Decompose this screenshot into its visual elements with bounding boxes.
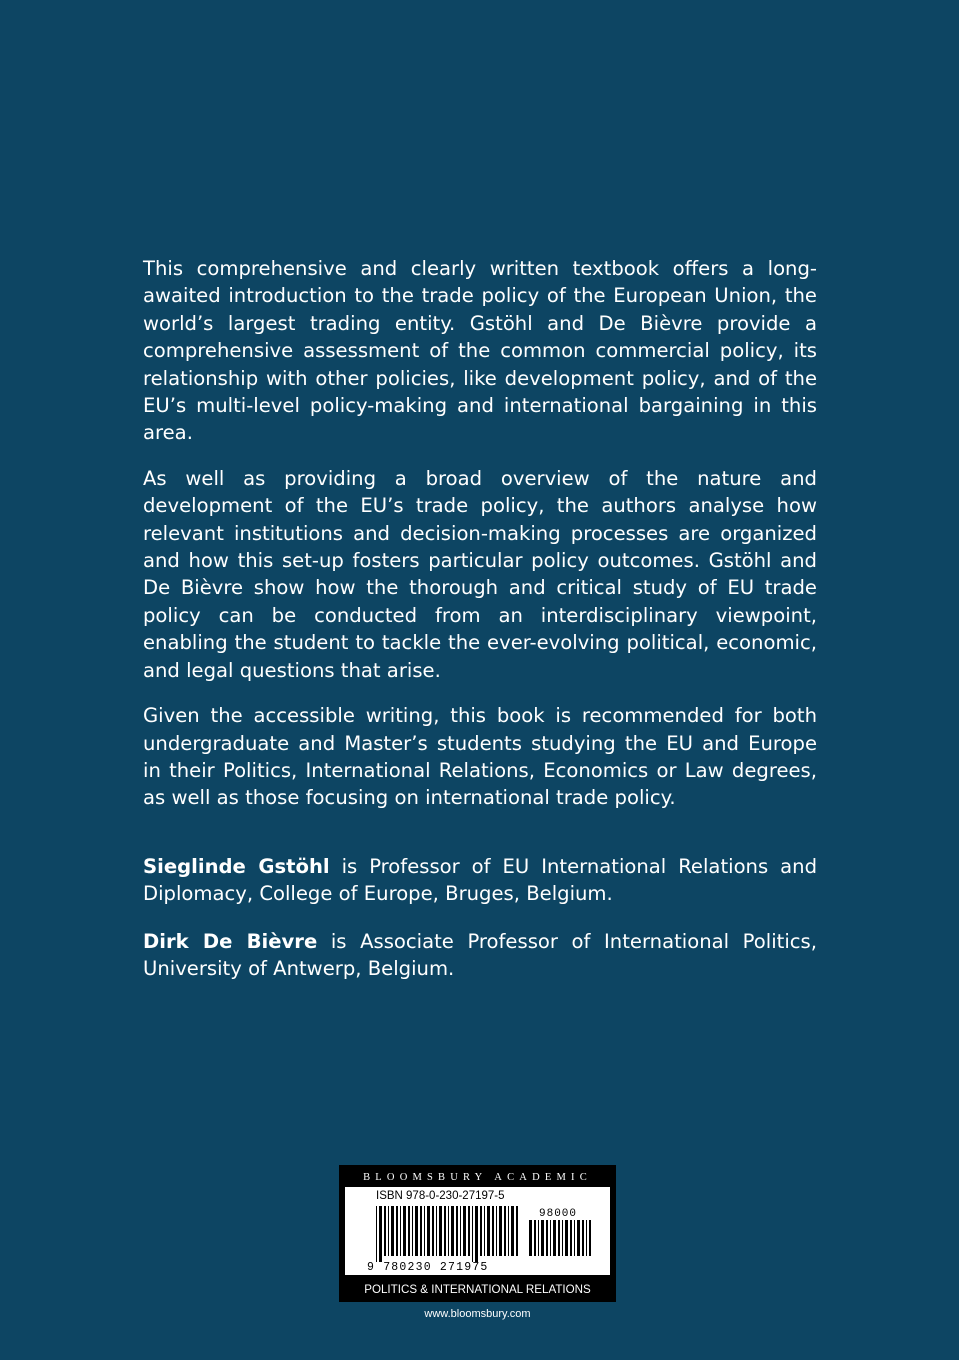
barcode-bar — [499, 1206, 502, 1256]
author-bio — [143, 928, 817, 983]
barcode-bar — [534, 1220, 536, 1256]
barcode-bar — [538, 1220, 539, 1256]
barcode-bar — [420, 1206, 422, 1256]
barcode-bar — [379, 1206, 382, 1262]
barcode-bars — [376, 1206, 518, 1262]
barcode-bar — [546, 1220, 548, 1256]
barcode-bar — [451, 1206, 454, 1256]
barcode-bar — [492, 1206, 494, 1256]
barcode-bar — [463, 1206, 466, 1256]
barcode-bar — [541, 1220, 544, 1256]
publisher-name: BLOOMSBURY ACADEMIC — [363, 1172, 592, 1183]
barcode-bar — [436, 1206, 437, 1256]
barcode-bar — [574, 1220, 575, 1256]
author-name: Dirk De Bièvre — [143, 929, 318, 953]
barcode-block — [339, 1165, 616, 1302]
barcode-bar — [504, 1206, 506, 1256]
website-url: www.bloomsbury.com — [424, 1308, 531, 1320]
blurb-paragraph-3: Given the accessible writing, this book is recommended for both undergraduate and Master’s students studying the EU and Europe in their Politics, International Relations, Economics or Law degrees, as well as those focusing on international trade policy. — [143, 704, 817, 810]
barcode-bar — [468, 1206, 470, 1256]
blurb-paragraph-2: As well as providing a broad overview of the nature and development of the EU’s trade policy, the authors analyse how relevant institutions and decision-making processes are organized and how this set-up fosters particular policy outcomes. Gstöhl and De Bièvre show how the thorough and critical study of EU trade policy can be conducted from an interdisciplinary viewpoint, enabling the student to tackle the ever-evolving political, economic, and legal questions that arise. — [143, 466, 817, 682]
author-bios — [143, 853, 817, 1003]
barcode-bar — [439, 1206, 442, 1256]
barcode-bar — [480, 1206, 482, 1256]
barcode-bar — [376, 1206, 377, 1262]
author-description: is Professor of EU International Relations and Diplomacy, College of Europe, Bruges, Belgium. — [143, 855, 818, 906]
isbn-text: ISBN 978-0-230-27197-5 — [376, 1190, 505, 1202]
barcode-bar — [553, 1220, 556, 1256]
barcode-bar — [472, 1206, 473, 1262]
author-description: is Associate Professor of International Politics, University of Antwerp, Belgium. — [143, 929, 817, 981]
barcode-bar — [550, 1220, 551, 1256]
addon-barcode-bars — [529, 1220, 591, 1262]
barcode-bar — [427, 1206, 430, 1256]
barcode-bar — [456, 1206, 458, 1256]
barcode-bar — [475, 1206, 478, 1262]
barcode-bar — [586, 1220, 587, 1256]
barcode-bar — [391, 1206, 394, 1256]
barcode-bar — [529, 1220, 532, 1256]
subject-category: POLITICS & INTERNATIONAL RELATIONS — [364, 1283, 591, 1296]
barcode-bar — [412, 1206, 413, 1256]
barcode-bar — [448, 1206, 449, 1256]
blurb — [143, 255, 817, 830]
barcode-bar — [565, 1220, 568, 1256]
barcode-bar — [424, 1206, 425, 1256]
barcode-bar — [388, 1206, 389, 1256]
barcode-bar — [508, 1206, 509, 1256]
barcode-panel — [345, 1187, 610, 1275]
author-name: Sieglinde Gstöhl — [143, 855, 330, 878]
barcode-bar — [558, 1220, 560, 1256]
barcode-bar — [562, 1220, 563, 1256]
barcode-bar — [415, 1206, 418, 1256]
barcode-bar — [577, 1220, 580, 1256]
barcode-bar — [496, 1206, 497, 1256]
barcode-bar — [403, 1206, 406, 1256]
author-bio — [143, 853, 817, 908]
barcode-bar — [516, 1206, 518, 1256]
barcode-bar — [487, 1206, 490, 1256]
barcode-bar — [408, 1206, 410, 1256]
barcode-bar — [570, 1220, 572, 1256]
barcode-digits: 9 780230 271975 — [367, 1261, 489, 1274]
price-code: 98000 — [539, 1208, 578, 1220]
barcode-bar — [396, 1206, 398, 1256]
barcode-bar — [384, 1206, 386, 1256]
barcode-bar — [460, 1206, 461, 1256]
barcode-bar — [582, 1220, 584, 1256]
barcode-bar — [511, 1206, 514, 1256]
barcode-bar — [400, 1206, 401, 1256]
barcode-bar — [484, 1206, 485, 1256]
barcode-bar — [432, 1206, 434, 1256]
barcode-bar — [444, 1206, 446, 1256]
blurb-paragraph-1: This comprehensive and clearly written textbook offers a long-awaited introduction to the trade policy of the European Union, the world’s largest trading entity. Gstöhl and De Bièvre provide a comprehensive assessment of the common commercial policy, its relationship with other policies, like development policy, and of the EU’s multi-level policy-making and international bargaining in this area. — [143, 257, 817, 445]
barcode-bar — [589, 1220, 591, 1256]
